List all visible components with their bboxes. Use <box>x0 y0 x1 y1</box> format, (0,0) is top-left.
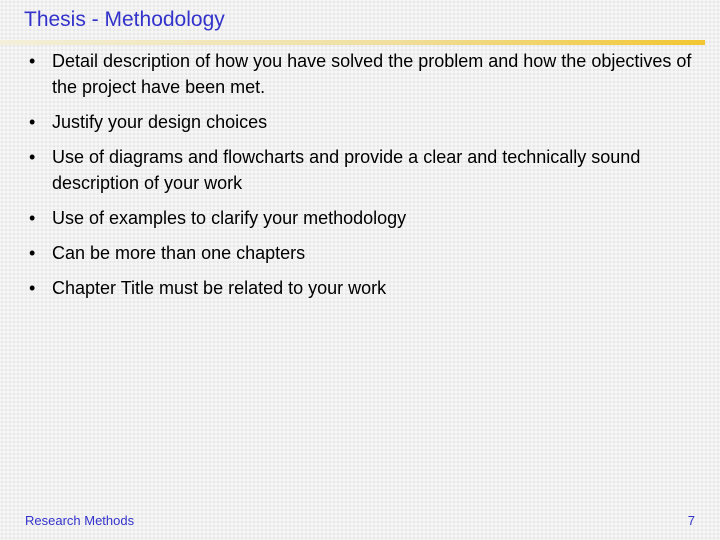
bullet-dot-icon: • <box>29 278 36 298</box>
bullet-text: Use of diagrams and flowcharts and provide a clear and technically sound description of your work <box>52 147 641 193</box>
bullet-text: Detail description of how you have solved the problem and how the objectives of the project have been met. <box>52 51 692 97</box>
footer-course-name: Research Methods <box>25 513 135 528</box>
bullet-dot-icon: • <box>29 112 36 132</box>
bullet-text: Can be more than one chapters <box>52 243 306 263</box>
slide-title: Thesis - Methodology <box>24 8 225 31</box>
bullet-text: Chapter Title must be related to your work <box>52 278 387 298</box>
bullet-text: Use of examples to clarify your methodology <box>52 208 407 228</box>
bullet-dot-icon: • <box>29 51 36 71</box>
footer-page-number: 7 <box>687 513 695 528</box>
bullet-dot-icon: • <box>29 243 36 263</box>
title-divider <box>0 40 705 45</box>
bullet-text: Justify your design choices <box>52 112 268 132</box>
bullet-dot-icon: • <box>29 147 36 167</box>
bullet-dot-icon: • <box>29 208 36 228</box>
